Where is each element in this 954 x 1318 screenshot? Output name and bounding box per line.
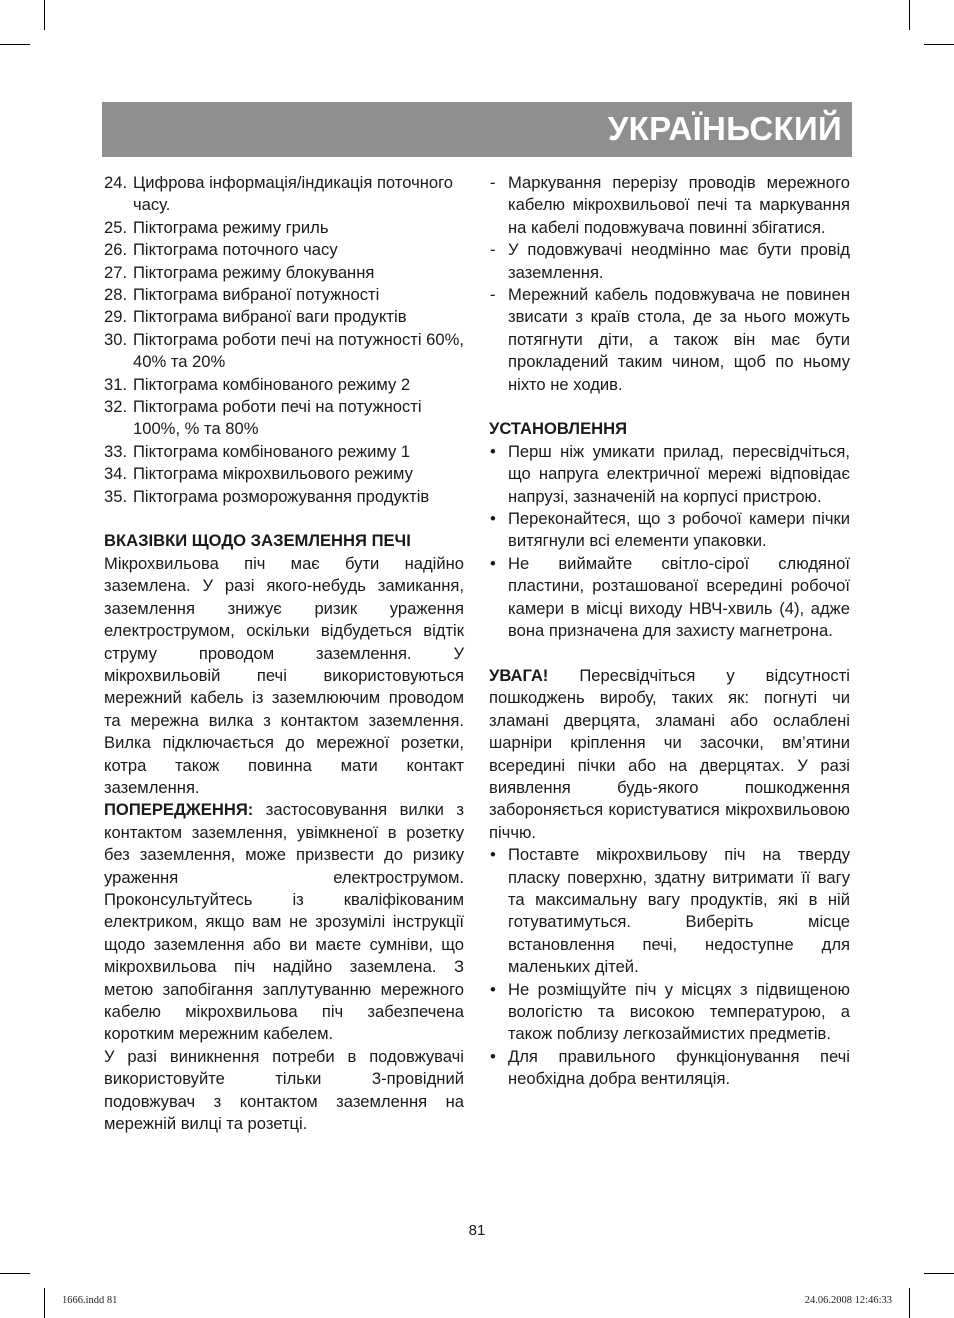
item-number: 28. bbox=[104, 285, 128, 305]
item-text: Піктограма вибраної потужності bbox=[133, 285, 380, 305]
crop-mark bbox=[924, 1273, 954, 1274]
list-item bbox=[489, 979, 850, 1046]
item-text: Піктограма розморожування продуктів bbox=[133, 486, 430, 506]
item-number: 34. bbox=[104, 464, 128, 484]
item-number: 24. bbox=[104, 173, 128, 192]
bullet-mark: • bbox=[490, 979, 496, 999]
item-text: Перш ніж умикати прилад, пересвідчіться, що напруга електричної мережі відповідає напрузі, зазначеній на корпусі пристрою. bbox=[508, 441, 850, 506]
left-column bbox=[104, 172, 464, 1135]
item-number: 25. bbox=[104, 217, 128, 237]
attention-text: Пересвідчіться у відсутності пошкоджень виробу, таких як: погнуті чи зламані дверцята, зламані або ослаблені шарніри кріплення чи засочки, вм’ятини всередині пічки або на дверцятах. У разі виявлення будь-якого пошкодження забороняється користуватися мікрохвильовою піччю. bbox=[489, 665, 850, 842]
list-item bbox=[489, 284, 850, 396]
dash-mark: - bbox=[490, 240, 496, 260]
bullet-mark: • bbox=[490, 509, 496, 529]
crop-mark bbox=[44, 1288, 45, 1318]
crop-mark bbox=[0, 1273, 30, 1274]
grounding-heading: ВКАЗІВКИ ЩОДО ЗАЗЕМЛЕННЯ ПЕЧІ bbox=[104, 531, 411, 551]
item-text: Піктограма режиму блокування bbox=[133, 262, 375, 282]
list-item bbox=[104, 262, 464, 284]
grounding-warning bbox=[104, 799, 464, 1045]
item-text: Піктограма роботи печі на потужності 60%, 40% та 20% bbox=[133, 329, 464, 372]
extension-list bbox=[489, 172, 850, 396]
bullet-mark: • bbox=[490, 553, 496, 573]
item-text: Переконайтеся, що з робочої камери пічки витягнули всі елементи упаковки. bbox=[508, 509, 850, 551]
crop-mark bbox=[44, 0, 45, 30]
item-text: Піктограма вибраної ваги продуктів bbox=[133, 307, 407, 327]
extension-paragraph: У разі виникнення потреби в подовжувачі використовуйте тільки 3-провідний подовжувач з контактом заземлення на мережній вилці та розетці. bbox=[104, 1046, 464, 1134]
bullet-mark: • bbox=[490, 441, 496, 461]
item-text: Піктограма комбінованого режиму 2 bbox=[133, 374, 411, 394]
list-item bbox=[489, 441, 850, 508]
item-number: 30. bbox=[104, 329, 128, 349]
footer-file-info: 1666.indd 81 bbox=[62, 1295, 118, 1306]
language-banner bbox=[102, 102, 852, 157]
attention-paragraph bbox=[489, 665, 850, 844]
item-text: Поставте мікрохвильову піч на тверду пласку поверхню, здатну витримати її вагу та максимальну вагу продуктів, які в ній готуватимуться. Виберіть місце встановлення печі, недоступне для маленьких дітей. bbox=[508, 845, 850, 977]
crop-mark bbox=[924, 44, 954, 45]
list-item bbox=[104, 217, 464, 239]
list-item bbox=[489, 1046, 850, 1091]
list-item bbox=[489, 172, 850, 239]
item-number: 29. bbox=[104, 307, 128, 327]
installation-list bbox=[489, 441, 850, 643]
crop-mark bbox=[0, 44, 30, 45]
item-number: 27. bbox=[104, 262, 128, 282]
installation-heading: УСТАНОВЛЕННЯ bbox=[489, 419, 628, 439]
warning-label: ПОПЕРЕДЖЕННЯ: bbox=[104, 800, 254, 820]
numbered-list bbox=[104, 172, 464, 508]
list-item bbox=[104, 329, 464, 374]
footer-datetime: 24.06.2008 12:46:33 bbox=[804, 1295, 892, 1306]
dash-mark: - bbox=[490, 285, 496, 305]
warning-text: застосовування вилки з контактом заземлення, увімкненої в розетку без заземлення, може призвести до ризику ураження електрострумом. Проконсультуйтесь із кваліфікованим електриком, якщо вам не зрозумілі інструкції щодо заземлення або ви маєте сумніви, що мікрохвильова піч надійно заземлена. З метою запобігання заплутуванню мережного кабелю мікрохвильова піч забезпечена коротким мережним кабелем. bbox=[104, 800, 464, 1044]
bullet-mark: • bbox=[490, 845, 496, 865]
item-number: 32. bbox=[104, 397, 128, 417]
list-item bbox=[104, 441, 464, 463]
crop-mark bbox=[909, 0, 910, 30]
item-text: Піктограма режиму гриль bbox=[133, 217, 329, 237]
item-number: 35. bbox=[104, 486, 128, 506]
list-item bbox=[104, 239, 464, 261]
list-item bbox=[104, 306, 464, 328]
page-number: 81 bbox=[468, 1222, 486, 1239]
list-item bbox=[489, 508, 850, 553]
dash-mark: - bbox=[490, 173, 496, 192]
crop-mark bbox=[909, 1288, 910, 1318]
item-text: Піктограма поточного часу bbox=[133, 240, 338, 260]
list-item bbox=[104, 284, 464, 306]
page-title: УКРАЇНЬСКИЙ bbox=[607, 110, 842, 147]
item-text: Піктограма роботи печі на потужності 100%, % та 80% bbox=[133, 397, 422, 439]
bullet-mark: • bbox=[490, 1046, 496, 1066]
item-number: 26. bbox=[104, 240, 128, 260]
list-item bbox=[104, 396, 464, 441]
attention-label: УВАГА! bbox=[489, 665, 549, 685]
grounding-paragraph: Мікрохвильова піч має бути надійно заземлена. У разі якого-небудь замикання, заземлення знижує ризик ураження електрострумом, оскільки відбудеться відтік струму проводом заземлення. У мікрохвильовій печі використовуються мережний кабель із заземлюючим проводом та мережна вилка з контактом заземлення. Вилка підключається до мережної розетки, котра також повинна мати контакт заземлення. bbox=[104, 553, 464, 797]
right-column bbox=[489, 172, 850, 1091]
list-item bbox=[104, 463, 464, 485]
item-text: Не виймайте світло-сірої слюдяної пластини, розташованої всередині робочої камери в місці виходу НВЧ-хвиль (4), адже вона призначена для захисту магнетрона. bbox=[508, 553, 850, 641]
item-number: 33. bbox=[104, 441, 128, 461]
item-text: У подовжувачі неодмінно має бути провід заземлення. bbox=[508, 240, 850, 282]
item-text: Для правильного функціонування печі необхідна добра вентиляція. bbox=[508, 1046, 850, 1089]
item-text: Піктограма комбінованого режиму 1 bbox=[133, 441, 411, 461]
list-item bbox=[104, 486, 464, 508]
item-text: Не розміщуйте піч у місцях з підвищеною вологістю та високою температурою, а також поблизу легкозаймистих предметів. bbox=[508, 979, 850, 1044]
list-item bbox=[104, 374, 464, 396]
item-text: Цифрова інформація/індикація поточного часу. bbox=[133, 173, 454, 215]
item-text: Маркування перерізу проводів мережного кабелю мікрохвильової печі та маркування на кабелі подовжувача повинні збігатися. bbox=[508, 173, 850, 237]
attention-list bbox=[489, 844, 850, 1090]
list-item bbox=[104, 172, 464, 217]
item-number: 31. bbox=[104, 374, 128, 394]
list-item bbox=[489, 239, 850, 284]
list-item bbox=[489, 553, 850, 643]
item-text: Піктограма мікрохвильового режиму bbox=[133, 464, 413, 484]
list-item bbox=[489, 844, 850, 978]
item-text: Мережний кабель подовжувача не повинен звисати з країв стола, де за нього можуть потягнути діти, а також він має бути прокладений таким чином, щоб по ньому ніхто не ходив. bbox=[508, 285, 850, 394]
